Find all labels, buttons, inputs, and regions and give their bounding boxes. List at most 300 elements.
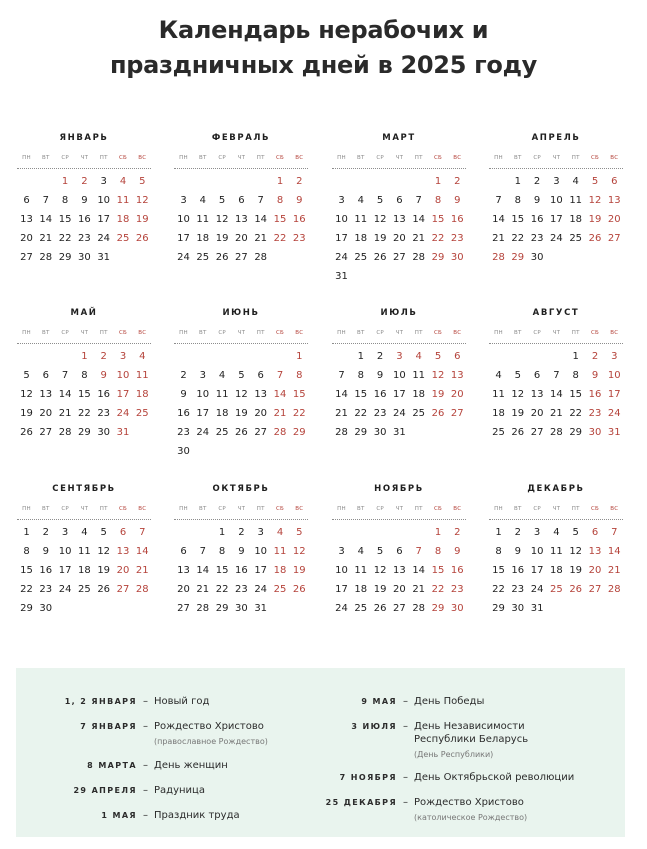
day-cell[interactable]: 15 <box>292 389 306 400</box>
day-cell[interactable]: 8 <box>514 195 521 206</box>
day-cell[interactable]: 7 <box>338 370 345 381</box>
day-cell[interactable]: 11 <box>196 214 210 225</box>
day-cell[interactable]: 14 <box>58 389 72 400</box>
day-cell[interactable]: 16 <box>530 214 544 225</box>
day-cell[interactable]: 16 <box>39 565 53 576</box>
day-cell[interactable]: 27 <box>254 427 268 438</box>
day-cell[interactable]: 19 <box>97 565 111 576</box>
day-cell[interactable]: 24 <box>550 233 563 244</box>
day-cell[interactable]: 1 <box>514 176 521 187</box>
day-cell[interactable]: 6 <box>238 195 245 206</box>
day-cell[interactable]: 5 <box>23 370 30 381</box>
day-cell[interactable]: 1 <box>357 351 364 362</box>
day-cell[interactable]: 7 <box>553 370 560 381</box>
day-cell[interactable]: 19 <box>20 408 33 419</box>
day-cell[interactable]: 7 <box>415 195 422 206</box>
day-cell[interactable]: 17 <box>393 389 406 400</box>
day-cell[interactable]: 18 <box>215 408 229 419</box>
day-cell[interactable]: 26 <box>215 252 229 263</box>
day-cell[interactable]: 1 <box>81 351 88 362</box>
day-cell[interactable]: 13 <box>177 565 190 576</box>
day-cell[interactable]: 20 <box>235 233 248 244</box>
day-cell[interactable]: 10 <box>116 370 130 381</box>
day-cell[interactable]: 8 <box>357 370 364 381</box>
day-cell[interactable]: 19 <box>588 214 602 225</box>
day-cell[interactable]: 11 <box>569 195 583 206</box>
day-cell[interactable]: 20 <box>116 565 130 576</box>
day-cell[interactable]: 2 <box>533 176 541 187</box>
day-cell[interactable]: 8 <box>81 370 88 381</box>
day-cell[interactable]: 25 <box>412 408 426 419</box>
day-cell[interactable]: 4 <box>357 195 364 206</box>
day-cell[interactable]: 14 <box>254 214 268 225</box>
day-cell[interactable]: 21 <box>607 565 621 576</box>
day-cell[interactable]: 24 <box>335 252 348 263</box>
day-cell[interactable]: 27 <box>393 603 406 614</box>
day-cell[interactable]: 19 <box>215 233 229 244</box>
day-cell[interactable]: 16 <box>292 214 306 225</box>
day-cell[interactable]: 6 <box>533 370 541 381</box>
day-cell[interactable]: 13 <box>235 214 248 225</box>
day-cell[interactable]: 17 <box>177 233 190 244</box>
day-cell[interactable]: 15 <box>569 389 583 400</box>
day-cell[interactable]: 24 <box>116 408 130 419</box>
day-cell[interactable]: 6 <box>23 195 30 206</box>
day-cell[interactable]: 7 <box>276 370 284 381</box>
day-cell[interactable]: 31 <box>530 603 544 614</box>
day-cell[interactable]: 31 <box>335 271 348 282</box>
day-cell[interactable]: 13 <box>254 389 268 400</box>
day-cell[interactable]: 3 <box>338 546 345 557</box>
day-cell[interactable]: 10 <box>177 214 190 225</box>
day-cell[interactable]: 23 <box>177 427 190 438</box>
day-cell[interactable]: 8 <box>296 370 303 381</box>
day-cell[interactable]: 3 <box>338 195 345 206</box>
day-cell[interactable]: 9 <box>180 389 187 400</box>
day-cell[interactable]: 29 <box>58 252 72 263</box>
day-cell[interactable]: 6 <box>591 527 599 538</box>
day-cell[interactable]: 8 <box>495 546 502 557</box>
day-cell[interactable]: 23 <box>39 584 53 595</box>
day-cell[interactable]: 30 <box>450 603 464 614</box>
day-cell[interactable]: 5 <box>218 195 226 206</box>
day-cell[interactable]: 30 <box>511 603 525 614</box>
day-cell[interactable]: 7 <box>199 546 206 557</box>
day-cell[interactable]: 18 <box>78 565 91 576</box>
day-cell[interactable]: 30 <box>373 427 387 438</box>
day-cell[interactable]: 6 <box>611 176 618 187</box>
day-cell[interactable]: 14 <box>135 546 149 557</box>
day-cell[interactable]: 22 <box>511 233 525 244</box>
day-cell[interactable]: 21 <box>39 233 53 244</box>
day-cell[interactable]: 13 <box>393 214 406 225</box>
day-cell[interactable]: 20 <box>393 233 406 244</box>
day-cell[interactable]: 25 <box>550 584 563 595</box>
day-cell[interactable]: 13 <box>116 546 130 557</box>
day-cell[interactable]: 3 <box>100 176 107 187</box>
day-cell[interactable]: 29 <box>20 603 33 614</box>
day-cell[interactable]: 19 <box>135 214 149 225</box>
day-cell[interactable]: 28 <box>607 584 621 595</box>
day-cell[interactable]: 20 <box>177 584 190 595</box>
day-cell[interactable]: 14 <box>492 214 505 225</box>
day-cell[interactable]: 8 <box>218 546 226 557</box>
day-cell[interactable]: 17 <box>530 565 544 576</box>
day-cell[interactable]: 23 <box>588 408 602 419</box>
day-cell[interactable]: 16 <box>450 565 464 576</box>
day-cell[interactable]: 3 <box>533 527 541 538</box>
day-cell[interactable]: 14 <box>39 214 53 225</box>
day-cell[interactable]: 2 <box>376 351 384 362</box>
day-cell[interactable]: 25 <box>492 427 505 438</box>
day-cell[interactable]: 27 <box>607 233 621 244</box>
day-cell[interactable]: 3 <box>396 351 403 362</box>
day-cell[interactable]: 26 <box>292 584 306 595</box>
day-cell[interactable]: 11 <box>135 370 149 381</box>
day-cell[interactable]: 17 <box>254 565 268 576</box>
day-cell[interactable]: 26 <box>235 427 248 438</box>
day-cell[interactable]: 5 <box>139 176 146 187</box>
day-cell[interactable]: 24 <box>530 584 544 595</box>
day-cell[interactable]: 8 <box>23 546 30 557</box>
day-cell[interactable]: 27 <box>393 252 406 263</box>
day-cell[interactable]: 16 <box>373 389 387 400</box>
day-cell[interactable]: 27 <box>450 408 464 419</box>
day-cell[interactable]: 2 <box>514 527 521 538</box>
day-cell[interactable]: 9 <box>238 546 245 557</box>
day-cell[interactable]: 17 <box>607 389 621 400</box>
day-cell[interactable]: 20 <box>530 408 544 419</box>
day-cell[interactable]: 9 <box>81 195 88 206</box>
day-cell[interactable]: 26 <box>20 427 33 438</box>
day-cell[interactable]: 15 <box>78 389 91 400</box>
day-cell[interactable]: 12 <box>292 546 306 557</box>
day-cell[interactable]: 20 <box>20 233 33 244</box>
day-cell[interactable]: 11 <box>412 370 426 381</box>
day-cell[interactable]: 1 <box>495 527 502 538</box>
day-cell[interactable]: 12 <box>373 214 387 225</box>
day-cell[interactable]: 5 <box>296 527 303 538</box>
day-cell[interactable]: 11 <box>215 389 229 400</box>
day-cell[interactable]: 4 <box>495 370 502 381</box>
day-cell[interactable]: 28 <box>412 603 426 614</box>
day-cell[interactable]: 7 <box>257 195 264 206</box>
day-cell[interactable]: 1 <box>61 176 69 187</box>
day-cell[interactable]: 28 <box>254 252 268 263</box>
day-cell[interactable]: 9 <box>296 195 303 206</box>
day-cell[interactable]: 9 <box>454 195 461 206</box>
day-cell[interactable]: 22 <box>58 233 72 244</box>
day-cell[interactable]: 14 <box>412 565 426 576</box>
day-cell[interactable]: 16 <box>177 408 190 419</box>
day-cell[interactable]: 28 <box>39 252 53 263</box>
day-cell[interactable]: 24 <box>177 252 190 263</box>
day-cell[interactable]: 24 <box>335 603 348 614</box>
day-cell[interactable]: 21 <box>412 584 426 595</box>
day-cell[interactable]: 14 <box>196 565 210 576</box>
day-cell[interactable]: 4 <box>357 546 364 557</box>
day-cell[interactable]: 12 <box>511 389 525 400</box>
day-cell[interactable]: 6 <box>119 527 127 538</box>
day-cell[interactable]: 2 <box>238 527 245 538</box>
day-cell[interactable]: 9 <box>533 195 541 206</box>
day-cell[interactable]: 29 <box>492 603 505 614</box>
day-cell[interactable]: 4 <box>199 195 206 206</box>
day-cell[interactable]: 24 <box>607 408 621 419</box>
day-cell[interactable]: 18 <box>492 408 505 419</box>
day-cell[interactable]: 1 <box>296 351 303 362</box>
day-cell[interactable]: 21 <box>335 408 348 419</box>
day-cell[interactable]: 6 <box>257 370 264 381</box>
day-cell[interactable]: 4 <box>572 176 579 187</box>
day-cell[interactable]: 29 <box>511 252 525 263</box>
day-cell[interactable]: 18 <box>273 565 287 576</box>
day-cell[interactable]: 13 <box>393 565 406 576</box>
day-cell[interactable]: 26 <box>588 233 602 244</box>
day-cell[interactable]: 19 <box>431 389 445 400</box>
day-cell[interactable]: 11 <box>116 195 130 206</box>
day-cell[interactable]: 13 <box>39 389 53 400</box>
day-cell[interactable]: 25 <box>354 603 368 614</box>
day-cell[interactable]: 20 <box>588 565 602 576</box>
day-cell[interactable]: 22 <box>431 584 445 595</box>
day-cell[interactable]: 4 <box>218 370 226 381</box>
day-cell[interactable]: 10 <box>530 546 544 557</box>
day-cell[interactable]: 20 <box>254 408 268 419</box>
day-cell[interactable]: 18 <box>569 214 583 225</box>
day-cell[interactable]: 1 <box>434 176 442 187</box>
day-cell[interactable]: 13 <box>588 546 602 557</box>
day-cell[interactable]: 14 <box>335 389 348 400</box>
day-cell[interactable]: 29 <box>215 603 229 614</box>
day-cell[interactable]: 30 <box>588 427 602 438</box>
day-cell[interactable]: 12 <box>569 546 583 557</box>
day-cell[interactable]: 27 <box>177 603 190 614</box>
day-cell[interactable]: 17 <box>116 389 130 400</box>
day-cell[interactable]: 13 <box>607 195 621 206</box>
day-cell[interactable]: 3 <box>553 176 560 187</box>
day-cell[interactable]: 26 <box>97 584 111 595</box>
day-cell[interactable]: 17 <box>97 214 111 225</box>
day-cell[interactable]: 16 <box>78 214 91 225</box>
day-cell[interactable]: 19 <box>235 408 248 419</box>
day-cell[interactable]: 2 <box>81 176 88 187</box>
day-cell[interactable]: 7 <box>415 546 422 557</box>
day-cell[interactable]: 6 <box>396 195 403 206</box>
day-cell[interactable]: 1 <box>572 351 579 362</box>
day-cell[interactable]: 6 <box>42 370 49 381</box>
day-cell[interactable]: 28 <box>492 252 505 263</box>
day-cell[interactable]: 26 <box>373 603 387 614</box>
day-cell[interactable]: 24 <box>254 584 268 595</box>
day-cell[interactable]: 28 <box>196 603 210 614</box>
day-cell[interactable]: 25 <box>569 233 583 244</box>
day-cell[interactable]: 25 <box>273 584 287 595</box>
day-cell[interactable]: 17 <box>550 214 563 225</box>
day-cell[interactable]: 14 <box>412 214 426 225</box>
day-cell[interactable]: 29 <box>354 427 368 438</box>
day-cell[interactable]: 27 <box>20 252 33 263</box>
day-cell[interactable]: 27 <box>39 427 53 438</box>
day-cell[interactable]: 29 <box>78 427 91 438</box>
day-cell[interactable]: 15 <box>492 565 505 576</box>
day-cell[interactable]: 25 <box>215 427 229 438</box>
day-cell[interactable]: 10 <box>335 214 348 225</box>
day-cell[interactable]: 8 <box>61 195 69 206</box>
day-cell[interactable]: 2 <box>100 351 107 362</box>
day-cell[interactable]: 21 <box>135 565 149 576</box>
day-cell[interactable]: 23 <box>511 584 525 595</box>
day-cell[interactable]: 17 <box>196 408 210 419</box>
day-cell[interactable]: 27 <box>116 584 130 595</box>
day-cell[interactable]: 2 <box>42 527 49 538</box>
day-cell[interactable]: 1 <box>434 527 442 538</box>
day-cell[interactable]: 5 <box>100 527 107 538</box>
day-cell[interactable]: 28 <box>412 252 426 263</box>
day-cell[interactable]: 23 <box>292 233 306 244</box>
day-cell[interactable]: 15 <box>431 565 445 576</box>
day-cell[interactable]: 11 <box>550 546 563 557</box>
day-cell[interactable]: 23 <box>450 233 464 244</box>
day-cell[interactable]: 11 <box>354 565 368 576</box>
day-cell[interactable]: 5 <box>514 370 521 381</box>
day-cell[interactable]: 15 <box>431 214 445 225</box>
day-cell[interactable]: 1 <box>23 527 30 538</box>
day-cell[interactable]: 26 <box>569 584 583 595</box>
day-cell[interactable]: 18 <box>354 584 368 595</box>
day-cell[interactable]: 25 <box>135 408 149 419</box>
day-cell[interactable]: 29 <box>569 427 583 438</box>
day-cell[interactable]: 5 <box>434 351 442 362</box>
day-cell[interactable]: 8 <box>276 195 284 206</box>
day-cell[interactable]: 15 <box>273 214 287 225</box>
day-cell[interactable]: 18 <box>135 389 149 400</box>
day-cell[interactable]: 12 <box>135 195 149 206</box>
day-cell[interactable]: 23 <box>78 233 91 244</box>
day-cell[interactable]: 30 <box>530 252 544 263</box>
day-cell[interactable]: 21 <box>58 408 72 419</box>
day-cell[interactable]: 4 <box>81 527 88 538</box>
day-cell[interactable]: 8 <box>572 370 579 381</box>
day-cell[interactable]: 12 <box>373 565 387 576</box>
day-cell[interactable]: 3 <box>611 351 618 362</box>
day-cell[interactable]: 25 <box>196 252 210 263</box>
day-cell[interactable]: 30 <box>97 427 111 438</box>
day-cell[interactable]: 19 <box>292 565 306 576</box>
day-cell[interactable]: 5 <box>376 546 384 557</box>
day-cell[interactable]: 26 <box>431 408 445 419</box>
day-cell[interactable]: 31 <box>254 603 268 614</box>
day-cell[interactable]: 30 <box>235 603 248 614</box>
day-cell[interactable]: 22 <box>431 233 445 244</box>
day-cell[interactable]: 2 <box>454 176 461 187</box>
day-cell[interactable]: 17 <box>335 233 348 244</box>
day-cell[interactable]: 11 <box>273 546 287 557</box>
day-cell[interactable]: 1 <box>218 527 226 538</box>
day-cell[interactable]: 17 <box>58 565 72 576</box>
day-cell[interactable]: 23 <box>450 584 464 595</box>
day-cell[interactable]: 12 <box>235 389 248 400</box>
day-cell[interactable]: 22 <box>569 408 583 419</box>
day-cell[interactable]: 12 <box>431 370 445 381</box>
day-cell[interactable]: 22 <box>354 408 368 419</box>
day-cell[interactable]: 16 <box>450 214 464 225</box>
day-cell[interactable]: 31 <box>116 427 130 438</box>
day-cell[interactable]: 9 <box>100 370 107 381</box>
day-cell[interactable]: 31 <box>607 427 621 438</box>
day-cell[interactable]: 9 <box>514 546 521 557</box>
day-cell[interactable]: 26 <box>511 427 525 438</box>
day-cell[interactable]: 20 <box>607 214 621 225</box>
day-cell[interactable]: 12 <box>215 214 229 225</box>
day-cell[interactable]: 2 <box>591 351 599 362</box>
day-cell[interactable]: 21 <box>550 408 563 419</box>
day-cell[interactable]: 15 <box>58 214 72 225</box>
day-cell[interactable]: 22 <box>273 233 287 244</box>
day-cell[interactable]: 15 <box>20 565 33 576</box>
day-cell[interactable]: 22 <box>492 584 505 595</box>
day-cell[interactable]: 18 <box>354 233 368 244</box>
day-cell[interactable]: 15 <box>511 214 525 225</box>
day-cell[interactable]: 22 <box>78 408 91 419</box>
day-cell[interactable]: 8 <box>434 546 442 557</box>
day-cell[interactable]: 23 <box>373 408 387 419</box>
day-cell[interactable]: 4 <box>139 351 146 362</box>
day-cell[interactable]: 31 <box>393 427 406 438</box>
day-cell[interactable]: 7 <box>61 370 69 381</box>
day-cell[interactable]: 7 <box>495 195 502 206</box>
day-cell[interactable]: 17 <box>335 584 348 595</box>
day-cell[interactable]: 3 <box>61 527 69 538</box>
day-cell[interactable]: 4 <box>415 351 422 362</box>
day-cell[interactable]: 28 <box>335 427 348 438</box>
day-cell[interactable]: 25 <box>116 233 130 244</box>
day-cell[interactable]: 25 <box>78 584 91 595</box>
day-cell[interactable]: 30 <box>78 252 91 263</box>
day-cell[interactable]: 11 <box>492 389 505 400</box>
day-cell[interactable]: 12 <box>97 546 111 557</box>
day-cell[interactable]: 6 <box>180 546 187 557</box>
day-cell[interactable]: 21 <box>273 408 287 419</box>
day-cell[interactable]: 5 <box>376 195 384 206</box>
day-cell[interactable]: 4 <box>276 527 284 538</box>
day-cell[interactable]: 13 <box>450 370 464 381</box>
day-cell[interactable]: 12 <box>20 389 33 400</box>
day-cell[interactable]: 29 <box>292 427 306 438</box>
day-cell[interactable]: 29 <box>431 252 445 263</box>
day-cell[interactable]: 3 <box>119 351 127 362</box>
day-cell[interactable]: 7 <box>611 527 618 538</box>
day-cell[interactable]: 19 <box>511 408 525 419</box>
day-cell[interactable]: 18 <box>412 389 426 400</box>
day-cell[interactable]: 22 <box>20 584 33 595</box>
day-cell[interactable]: 21 <box>196 584 210 595</box>
day-cell[interactable]: 28 <box>58 427 72 438</box>
day-cell[interactable]: 22 <box>215 584 229 595</box>
day-cell[interactable]: 12 <box>588 195 602 206</box>
day-cell[interactable]: 10 <box>254 546 268 557</box>
day-cell[interactable]: 20 <box>393 584 406 595</box>
day-cell[interactable]: 3 <box>180 195 187 206</box>
day-cell[interactable]: 10 <box>97 195 111 206</box>
day-cell[interactable]: 26 <box>135 233 149 244</box>
day-cell[interactable]: 1 <box>276 176 284 187</box>
day-cell[interactable]: 10 <box>550 195 563 206</box>
day-cell[interactable]: 27 <box>235 252 248 263</box>
day-cell[interactable]: 19 <box>373 584 387 595</box>
day-cell[interactable]: 9 <box>591 370 599 381</box>
day-cell[interactable]: 6 <box>396 546 403 557</box>
